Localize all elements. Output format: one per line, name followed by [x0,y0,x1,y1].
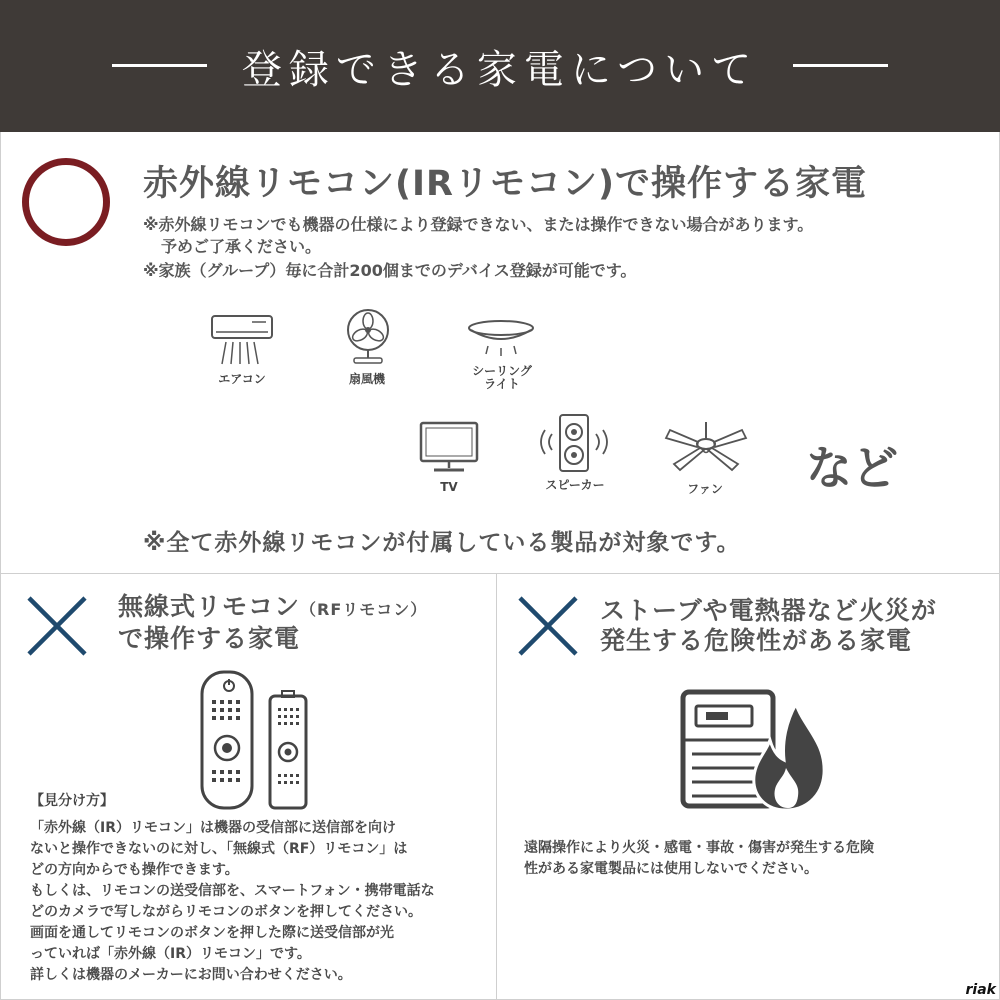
ceiling-fan-icon [664,420,748,478]
heater-fire-icon [678,688,828,812]
ng-cross-icon [516,594,580,658]
ir-bottom-note: ※全て赤外線リモコンが付属している製品が対象です。 [143,530,741,556]
rf-body-text [30,818,435,986]
howto-label: 【見分け方】 [30,793,114,809]
header-right-rule [793,64,888,67]
speaker-label: スピーカー [545,478,605,492]
tv-icon [418,420,480,476]
rf-title-main: 無線式リモコン [118,592,301,621]
ng-cross-icon [25,594,89,658]
ir-note-1: ※赤外線リモコンでも機器の仕様により登録できない、または操作できない場合があります。 [143,215,814,234]
ok-circle-icon [22,158,110,246]
ceiling-light-label-2: ライト [484,377,520,391]
electric-fan-label: 扇風機 [348,372,385,386]
rf-body-line: っていれば「赤外線（IR）リモコン」です。 [30,946,311,962]
hazard-body-text [524,838,874,880]
rf-body-line: ないと操作できないのに対し、「無線式（RF）リモコン」は [30,841,408,857]
hazard-section-title-1: ストーブや電熱器など火災が [600,596,937,625]
speaker-icon [536,412,612,474]
header-left-rule [112,64,207,67]
etc-text: など [806,441,898,495]
electric-fan-icon [340,306,396,366]
ceiling-light-label-1: シーリング [472,364,532,378]
page-title: 登録できる家電について [241,47,759,93]
ir-note-2: ※家族（グループ）毎に合計200個までのデバイス登録が可能です。 [143,261,637,280]
rf-section-title-2: で操作する家電 [118,624,301,653]
ir-note-1b: 予めご了承ください。 [161,237,322,256]
aircon-label: エアコン [218,372,266,386]
hazard-body-line: 遠隔操作により火災・感電・事故・傷害が発生する危険 [524,840,874,856]
rf-title-small: （RFリモコン） [300,600,428,619]
rf-body-line: どのカメラで写しながらリモコンのボタンを押してください。 [30,904,422,920]
rf-body-line: もしくは、リモコンの送受信部を、スマートフォン・携帯電話な [30,883,435,899]
rf-body-line: どの方向からでも操作できます。 [30,862,239,878]
ir-section-title: 赤外線リモコン(IRリモコン)で操作する家電 [143,164,867,204]
rf-body-line: 画面を通してリモコンのボタンを押した際に送受信部が光 [30,925,394,941]
tv-label: TV [440,480,458,494]
rf-body-line: 詳しくは機器のメーカーにお問い合わせください。 [30,967,352,983]
rf-body-line: 「赤外線（IR）リモコン」は機器の受信部に送信部を向け [30,820,396,836]
ceiling-light-icon [466,318,536,358]
aircon-icon [208,312,276,368]
hazard-section-title-2: 発生する危険性がある家電 [600,626,913,655]
signature-text: riak [965,982,996,998]
ceiling-fan-label: ファン [687,482,723,496]
hazard-body-line: 性がある家電製品には使用しないでください。 [524,861,818,877]
header-banner [0,0,1000,132]
remote-controls-icon [196,668,314,813]
